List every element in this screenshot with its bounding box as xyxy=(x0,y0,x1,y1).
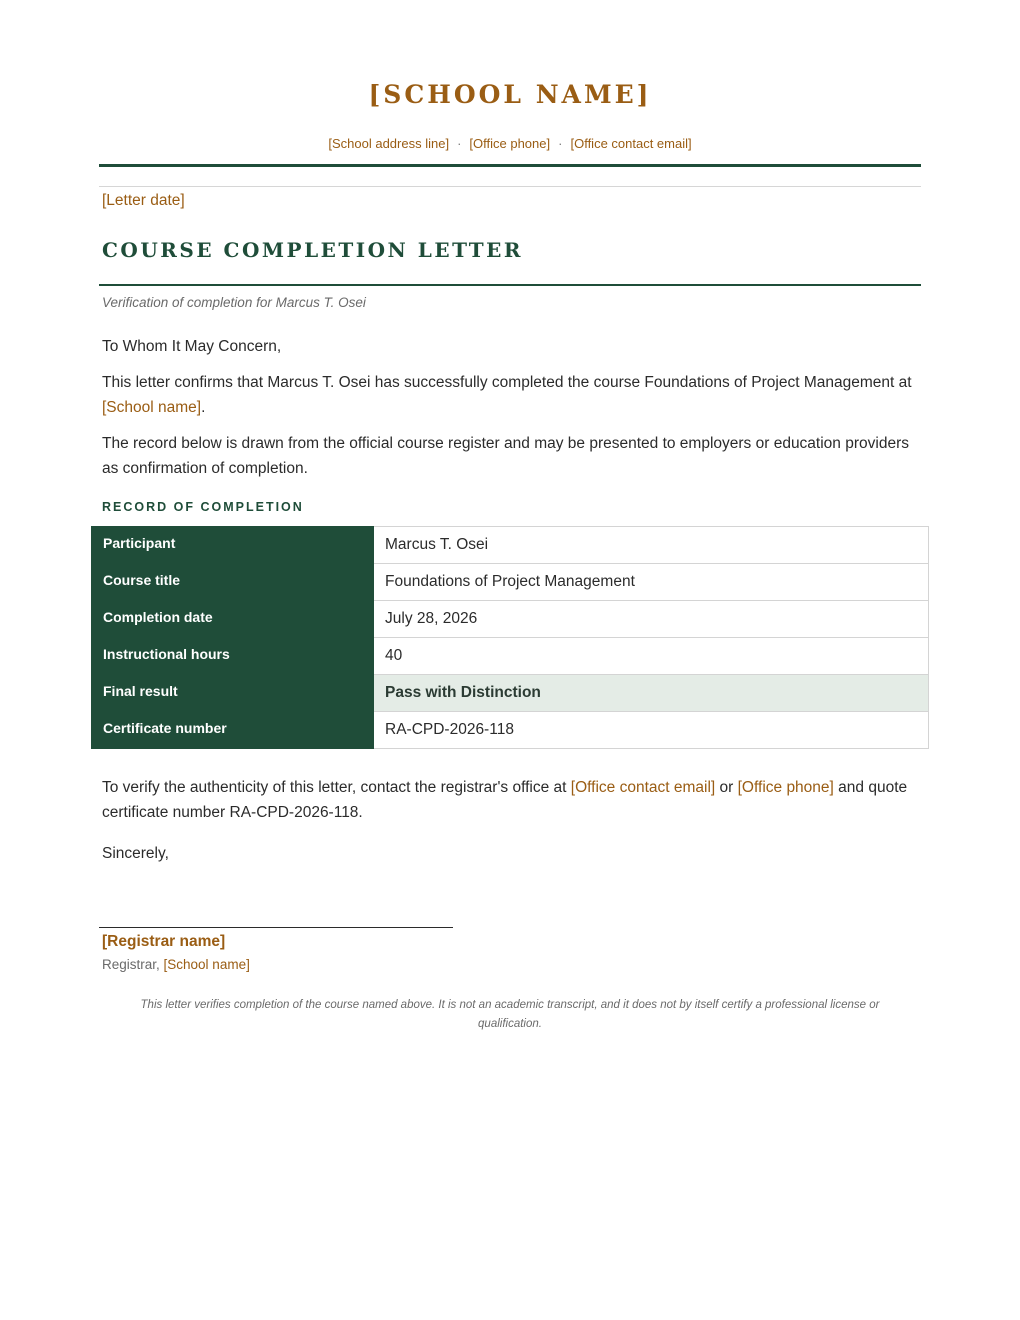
contact-line xyxy=(0,136,1020,151)
registrar-name: [Registrar name] xyxy=(102,933,226,950)
header-rule xyxy=(99,164,921,167)
header-thin-rule xyxy=(99,186,921,187)
record-value-highlight: Pass with Distinction xyxy=(374,675,929,712)
record-value: Foundations of Project Management xyxy=(374,564,929,601)
completion-record-table xyxy=(91,526,929,749)
letter-date: [Letter date] xyxy=(102,192,185,209)
table-row xyxy=(92,712,929,749)
separator-dot: · xyxy=(558,136,563,151)
office-phone-placeholder: [Office phone] xyxy=(737,779,834,796)
role-school-placeholder: [School name] xyxy=(163,957,250,972)
role-prefix: Registrar, xyxy=(102,957,164,972)
title-rule xyxy=(99,284,921,286)
section-label: RECORD OF COMPLETION xyxy=(102,500,304,514)
school-address: [School address line] xyxy=(328,136,450,151)
record-value: RA-CPD-2026-118 xyxy=(374,712,929,749)
document-subtitle: Verification of completion for Marcus T. Osei xyxy=(102,295,366,310)
closing: Sincerely, xyxy=(102,845,169,862)
table-row xyxy=(92,527,929,564)
registrar-role xyxy=(102,957,250,972)
confirmation-paragraph xyxy=(102,370,912,420)
footnote: This letter verifies completion of the course named above. It is not an academic transcript, and it does not by itself certify a professional license or qualification. xyxy=(140,999,880,1030)
table-row-highlighted xyxy=(92,675,929,712)
record-label: Certificate number xyxy=(92,712,374,749)
verify-text: and quote certificate number RA-CPD-2026-118. xyxy=(102,779,908,821)
table-row xyxy=(92,638,929,675)
verification-paragraph xyxy=(102,775,912,825)
record-paragraph: The record below is drawn from the official course register and may be presented to employers or education providers as confirmation of completion. xyxy=(102,435,909,477)
signature-line xyxy=(99,927,453,928)
record-value: July 28, 2026 xyxy=(374,601,929,638)
confirmation-end: . xyxy=(201,399,206,416)
record-label: Completion date xyxy=(92,601,374,638)
confirmation-text: This letter confirms that Marcus T. Osei has successfully completed the course Foundations of Project Management at xyxy=(102,374,912,391)
office-phone: [Office phone] xyxy=(469,136,551,151)
record-value: Marcus T. Osei xyxy=(374,527,929,564)
record-label: Instructional hours xyxy=(92,638,374,675)
table-row xyxy=(92,601,929,638)
office-email-placeholder: [Office contact email] xyxy=(570,779,716,796)
verify-text: or xyxy=(715,779,738,796)
salutation: To Whom It May Concern, xyxy=(102,338,282,355)
verify-text: To verify the authenticity of this letter, contact the registrar's office at xyxy=(102,779,571,796)
separator-dot: · xyxy=(457,136,462,151)
record-label: Participant xyxy=(92,527,374,564)
document-title: COURSE COMPLETION LETTER xyxy=(102,238,524,262)
record-label: Final result xyxy=(92,675,374,712)
office-email: [Office contact email] xyxy=(570,136,692,151)
record-label: Course title xyxy=(92,564,374,601)
record-value: 40 xyxy=(374,638,929,675)
school-name: [SCHOOL NAME] xyxy=(368,80,652,109)
table-row xyxy=(92,564,929,601)
school-name-placeholder: [School name] xyxy=(102,399,202,416)
